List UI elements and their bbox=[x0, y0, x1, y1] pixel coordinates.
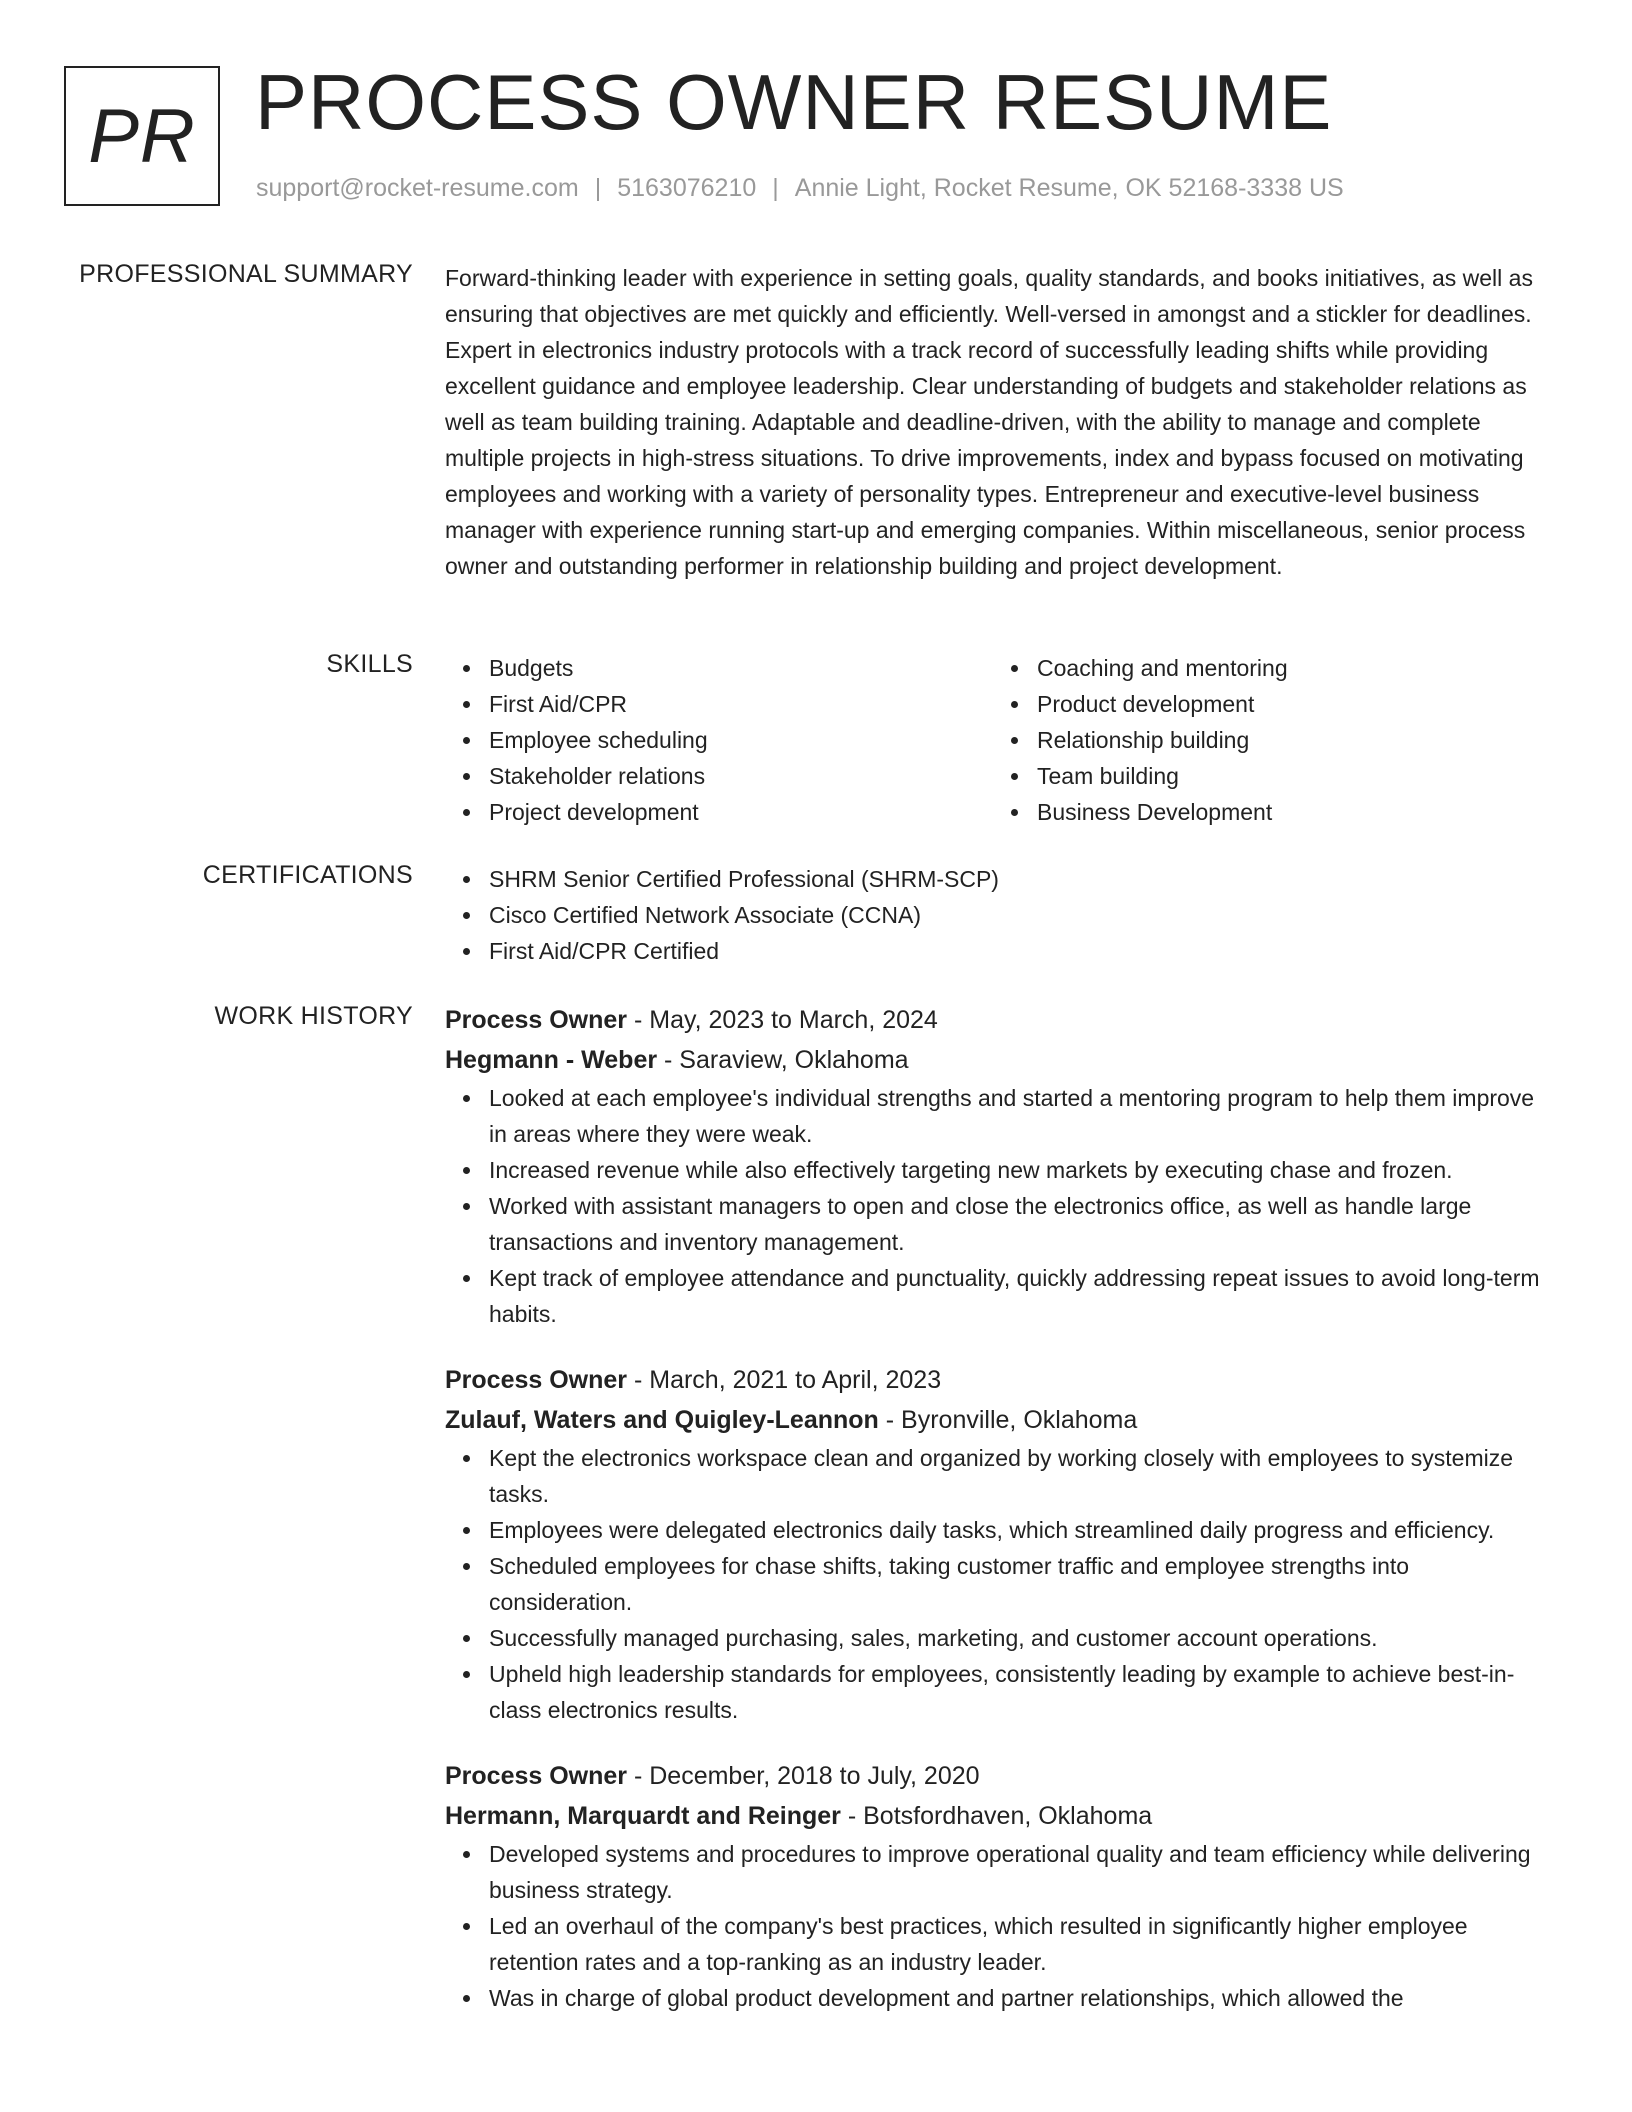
certifications-label: CERTIFICATIONS bbox=[202, 861, 413, 889]
certification-item: First Aid/CPR Certified bbox=[489, 933, 1553, 969]
job-employer: Zulauf, Waters and Quigley-Leannon - Byronville, Oklahoma bbox=[445, 1406, 1138, 1434]
certification-item: SHRM Senior Certified Professional (SHRM-SCP) bbox=[489, 861, 1553, 897]
job-bullet: Employees were delegated electronics daily tasks, which streamlined daily progress and efficiency. bbox=[489, 1512, 1553, 1548]
summary-body bbox=[445, 260, 1553, 584]
job-bullet: Increased revenue while also effectively targeting new markets by executing chase and frozen. bbox=[489, 1152, 1553, 1188]
work-history-label: WORK HISTORY bbox=[214, 1002, 413, 1030]
job-employer: Hermann, Marquardt and Reinger - Botsfordhaven, Oklahoma bbox=[445, 1802, 1153, 1830]
job-bullet: Successfully managed purchasing, sales, marketing, and customer account operations. bbox=[489, 1620, 1553, 1656]
skills-column-right bbox=[993, 650, 1541, 830]
contact-phone: 5163076210 bbox=[617, 174, 757, 202]
job-bullet: Kept the electronics workspace clean and organized by working closely with employees to systemize tasks. bbox=[489, 1440, 1553, 1512]
contact-address: Annie Light, Rocket Resume, OK 52168-3338 US bbox=[794, 174, 1344, 202]
job-bullet: Developed systems and procedures to improve operational quality and team efficiency while delivering business strategy. bbox=[489, 1836, 1553, 1908]
job-location: Saraview, Oklahoma bbox=[679, 1046, 909, 1074]
monogram-initials: PR bbox=[88, 93, 196, 179]
job-heading: Process Owner - May, 2023 to March, 2024 bbox=[445, 1006, 938, 1034]
job-bullet: Led an overhaul of the company's best practices, which resulted in significantly higher employee retention rates and a top-ranking as an industry leader. bbox=[489, 1908, 1553, 1980]
job-heading: Process Owner - December, 2018 to July, 2020 bbox=[445, 1762, 980, 1790]
job-dates: March, 2021 to April, 2023 bbox=[649, 1366, 942, 1394]
job-title: Process Owner bbox=[445, 1006, 628, 1034]
work-history-body bbox=[445, 1000, 1553, 2044]
job-company: Zulauf, Waters and Quigley-Leannon bbox=[445, 1406, 879, 1434]
job-bullet: Scheduled employees for chase shifts, taking customer traffic and employee strengths into consideration. bbox=[489, 1548, 1553, 1620]
job-entry bbox=[445, 1360, 1553, 1728]
job-location: Byronville, Oklahoma bbox=[901, 1406, 1138, 1434]
monogram-box bbox=[64, 66, 220, 206]
job-employer: Hegmann - Weber - Saraview, Oklahoma bbox=[445, 1046, 909, 1074]
job-bullet: Upheld high leadership standards for employees, consistently leading by example to achieve best-in-class electronics results. bbox=[489, 1656, 1553, 1728]
job-bullet-list bbox=[445, 1440, 1553, 1728]
skill-item: Product development bbox=[1037, 686, 1541, 722]
summary-label: PROFESSIONAL SUMMARY bbox=[79, 260, 413, 288]
job-heading: Process Owner - March, 2021 to April, 2023 bbox=[445, 1366, 942, 1394]
job-bullet-list bbox=[445, 1080, 1553, 1332]
skill-item: Budgets bbox=[489, 650, 993, 686]
skill-item: Project development bbox=[489, 794, 993, 830]
skills-label: SKILLS bbox=[326, 650, 413, 678]
contact-separator: | bbox=[594, 174, 602, 202]
skill-item: Business Development bbox=[1037, 794, 1541, 830]
resume-title: PROCESS OWNER RESUME bbox=[255, 58, 1333, 146]
job-bullet: Kept track of employee attendance and punctuality, quickly addressing repeat issues to avoid long-term habits. bbox=[489, 1260, 1553, 1332]
skill-item: Stakeholder relations bbox=[489, 758, 993, 794]
contact-email: support@rocket-resume.com bbox=[256, 174, 579, 202]
contact-line bbox=[256, 174, 1344, 203]
job-location: Botsfordhaven, Oklahoma bbox=[863, 1802, 1153, 1830]
skill-item: Employee scheduling bbox=[489, 722, 993, 758]
job-bullet: Worked with assistant managers to open and close the electronics office, as well as handle large transactions and inventory management. bbox=[489, 1188, 1553, 1260]
skills-column-left bbox=[445, 650, 993, 830]
summary-text: Forward-thinking leader with experience in setting goals, quality standards, and books initiatives, as well as ensuring that objectives are met quickly and efficiently. Well-versed in amongst and a stickler for deadlines. Expert in electronics industry protocols with a track record of successfully leading shifts while providing excellent guidance and employee leadership. Clear understanding of budgets and stakeholder relations as well as team building training. Adaptable and deadline-driven, with the ability to manage and complete multiple projects in high-stress situations. To drive improvements, index and bypass focused on motivating employees and working with a variety of personality types. Entrepreneur and executive-level business manager with experience running start-up and emerging companies. Within miscellaneous, senior process owner and outstanding performer in relationship building and project development. bbox=[445, 265, 1533, 579]
skill-item: First Aid/CPR bbox=[489, 686, 993, 722]
job-company: Hermann, Marquardt and Reinger bbox=[445, 1802, 841, 1830]
job-entry bbox=[445, 1756, 1553, 2016]
certifications-body bbox=[445, 861, 1553, 969]
job-title: Process Owner bbox=[445, 1366, 628, 1394]
certification-item: Cisco Certified Network Associate (CCNA) bbox=[489, 897, 1553, 933]
contact-separator: | bbox=[772, 174, 779, 202]
job-bullet-list bbox=[445, 1836, 1553, 2016]
job-dates: December, 2018 to July, 2020 bbox=[649, 1762, 980, 1790]
job-title: Process Owner bbox=[445, 1762, 628, 1790]
skill-item: Team building bbox=[1037, 758, 1541, 794]
skill-item: Relationship building bbox=[1037, 722, 1541, 758]
job-entry bbox=[445, 1000, 1553, 1332]
job-bullet: Was in charge of global product development and partner relationships, which allowed the bbox=[489, 1980, 1553, 2016]
job-dates: May, 2023 to March, 2024 bbox=[649, 1006, 938, 1034]
skills-body bbox=[445, 650, 1553, 830]
skills-grid bbox=[445, 650, 1553, 830]
skill-item: Coaching and mentoring bbox=[1037, 650, 1541, 686]
job-bullet: Looked at each employee's individual strengths and started a mentoring program to help them improve in areas where they were weak. bbox=[489, 1080, 1553, 1152]
job-company: Hegmann - Weber bbox=[445, 1046, 658, 1074]
